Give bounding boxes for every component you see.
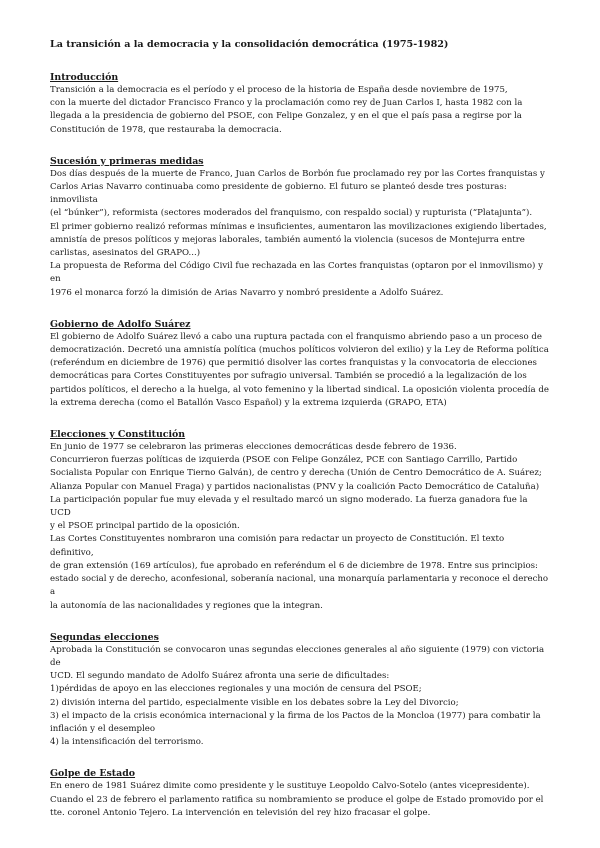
document-body xyxy=(50,71,550,820)
text-line: (referéndum en diciembre de 1976) que permitió disolver las cortes franquistas y la convocatoria de elecciones xyxy=(50,358,537,369)
text-line: (el “búnker”), reformista (sectores moderados del franquismo, con respaldo social) y rupturista (“Platajunta”). xyxy=(50,208,533,219)
text-line: Socialista Popular con Enrique Tierno Galván), de centro y derecha (Unión de Centro Democrático de A. Suárez; xyxy=(50,468,542,479)
text-line: partidos políticos, el derecho a la huelga, al voto femenino y la libertad sindical. La oposición violenta procedía de xyxy=(50,384,549,395)
text-line: Transición a la democracia es el período y el proceso de la historia de España desde noviembre de 1975, xyxy=(50,85,508,95)
text-line: carlistas, asesinatos del GRAPO...) xyxy=(50,248,201,259)
text-line: 3) el impacto de la crisis económica internacional y la firma de los Pactos de la Moncloa (1977) para combatir la xyxy=(50,710,541,721)
document-title: La transición a la democracia y la consolidación democrática (1975-1982) xyxy=(50,39,449,50)
text-line: 1976 el monarca forzó la dimisión de Arias Navarro y nombró presidente a Adolfo Suárez. xyxy=(50,287,444,298)
text-line: llegada a la presidencia de gobierno del PSOE, con Felipe Gonzalez, y en el que el país pasa a regirse por la xyxy=(50,111,522,122)
section-sucesion-y-primeras-medidas xyxy=(50,155,550,300)
text-line: Aprobada la Constitución se convocaron unas segundas elecciones generales al año siguiente (1979) con victoria de xyxy=(50,644,545,668)
section-heading: Golpe de Estado xyxy=(50,768,136,780)
text-line: El primer gobierno realizó reformas mínimas e insuficientes, aumentaron las movilizaciones exigiendo libertades, xyxy=(50,221,547,232)
section-paragraph xyxy=(50,644,550,750)
section-heading: Elecciones y Constitución xyxy=(50,429,186,441)
text-line: y el PSOE principal partido de la oposición. xyxy=(50,521,240,532)
text-line: la extrema derecha (como el Batallón Vasco Español) y la extrema izquierda (GRAPO, ETA) xyxy=(50,397,447,408)
section-heading: Sucesión y primeras medidas xyxy=(50,155,204,167)
text-line: Dos días después de la muerte de Franco, Juan Carlos de Borbón fue proclamado rey por las Cortes franquistas y xyxy=(50,168,545,179)
text-line: amnistía de presos políticos y mejoras laborales, también aumentó la violencia (sucesos de Montejurra entre xyxy=(50,234,525,245)
section-elecciones-y-constitucion xyxy=(50,428,550,613)
text-line: con la muerte del dictador Francisco Franco y la proclamación como rey de Juan Carlos I, hasta 1982 con la xyxy=(50,98,523,109)
section-segundas-elecciones xyxy=(50,631,550,750)
text-line: Constitución de 1978, que restauraba la democracia. xyxy=(50,124,282,135)
section-heading: Gobierno de Adolfo Suárez xyxy=(50,318,191,330)
text-line: UCD. El segundo mandato de Adolfo Suárez afronta una serie de dificultades: xyxy=(50,671,390,682)
section-golpe-de-estado xyxy=(50,767,550,820)
text-line: estado social y de derecho, aconfesional, soberanía nacional, una monarquía parlamentaria y reconoce el derecho a xyxy=(50,574,549,598)
text-line: La propuesta de Reforma del Código Civil fue rechazada en las Cortes franquistas (optaron por el inmovilismo) y en xyxy=(50,261,543,285)
text-line: En enero de 1981 Suárez dimite como presidente y le sustituye Leopoldo Calvo-Sotelo (antes vicepresidente). xyxy=(50,781,530,792)
text-line: En junio de 1977 se celebraron las primeras elecciones democráticas desde febrero de 1936. xyxy=(50,442,457,453)
text-line: de gran extensión (169 artículos), fue aprobado en referéndum el 6 de diciembre de 1978. Entre sus principios: xyxy=(50,560,538,571)
text-line: inflación y el desempleo xyxy=(50,723,156,734)
text-line: Alianza Popular con Manuel Fraga) y partidos nacionalistas (PNV y la coalición Pacto Democrático de Cataluña) xyxy=(50,481,540,492)
section-introduccion xyxy=(50,71,550,137)
text-line: La participación popular fue muy elevada y el resultado marcó un signo moderado. La fuerza ganadora fue la UCD xyxy=(50,494,528,519)
section-heading: Segundas elecciones xyxy=(50,631,159,643)
text-line: Las Cortes Constituyentes nombraron una comisión para redactar un proyecto de Constitución. El texto definitivo, xyxy=(50,534,505,558)
text-line: democratización. Decretó una amnistía política (muchos políticos volvieron del exilio) y la Ley de Reforma política xyxy=(50,345,549,356)
section-gobierno-de-adolfo-suarez xyxy=(50,318,550,410)
section-paragraph xyxy=(50,331,550,410)
text-line: tte. coronel Antonio Tejero. La intervención en televisión del rey hizo fracasar el golpe. xyxy=(50,807,431,818)
text-line: 2) división interna del partido, especialmente visible en los debates sobre la Ley del Divorcio; xyxy=(50,697,459,708)
text-line: Cuando el 23 de febrero el parlamento ratifica su nombramiento se produce el golpe de Estado promovido por el xyxy=(50,794,544,805)
text-line: democráticas para Cortes Constituyentes por sufragio universal. También se procedió a la legalización de los xyxy=(50,371,527,382)
text-line: la autonomía de las nacionalidades y regiones que la integran. xyxy=(50,600,323,611)
section-paragraph xyxy=(50,84,550,137)
text-line: Concurrieron fuerzas políticas de izquierda (PSOE con Felipe González, PCE con Santiago Carrillo, Partido xyxy=(50,455,518,466)
text-line: El gobierno de Adolfo Suárez llevó a cabo una ruptura pactada con el franquismo abriendo paso a un proceso de xyxy=(50,331,542,342)
section-paragraph xyxy=(50,168,550,300)
text-line: 1)pérdidas de apoyo en las elecciones regionales y una moción de censura del PSOE; xyxy=(50,684,422,695)
section-heading: Introducción xyxy=(50,72,119,83)
section-paragraph xyxy=(50,780,550,820)
text-line: 4) la intensificación del terrorismo. xyxy=(50,737,204,748)
text-line: Carlos Arias Navarro continuaba como presidente de gobierno. El futuro se planteó desde tres posturas: inmovilista xyxy=(50,182,507,206)
section-paragraph xyxy=(50,441,550,613)
